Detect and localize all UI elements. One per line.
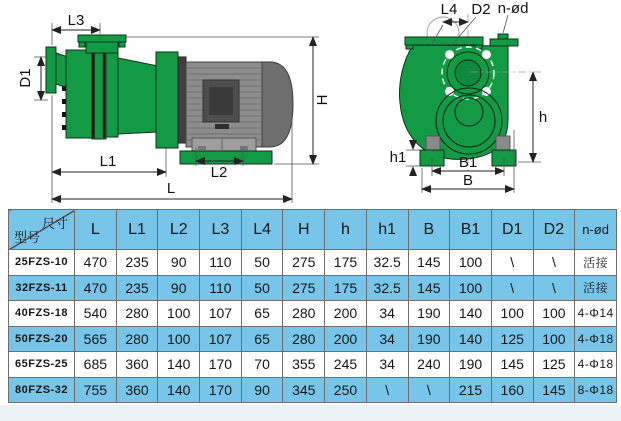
corner-label-model: 型号: [14, 230, 41, 245]
column-header-L4: L4: [241, 210, 283, 250]
value-cell: 100: [450, 275, 492, 301]
value-cell: 100: [533, 326, 575, 352]
column-header-h1: h1: [366, 210, 408, 250]
value-cell: 200: [325, 326, 367, 352]
column-header-L2: L2: [158, 210, 200, 250]
value-cell: 50: [241, 250, 283, 276]
value-cell: 34: [366, 301, 408, 327]
table-row: [9, 301, 617, 327]
value-cell: 125: [491, 326, 533, 352]
value-cell: 110: [200, 275, 242, 301]
value-cell: 4-Φ18: [575, 352, 617, 378]
pump-drum: [106, 51, 118, 137]
top-flange-plate: [405, 37, 483, 45]
value-cell: 170: [200, 352, 242, 378]
dim-label-n-od: n-ød: [497, 0, 529, 17]
pump-front-view: [390, 0, 548, 193]
model-cell: 32FZS-11: [9, 275, 75, 301]
value-cell: 100: [450, 250, 492, 276]
value-cell: 235: [116, 275, 158, 301]
value-cell: 190: [450, 352, 492, 378]
value-cell: \: [533, 250, 575, 276]
value-cell: 275: [283, 250, 325, 276]
adapter-cone: [118, 58, 158, 134]
column-header-n-ød: n-ød: [575, 210, 617, 250]
value-cell: 65: [241, 301, 283, 327]
model-cell: 80FZS-32: [9, 377, 75, 403]
dim-label-B: B: [462, 172, 474, 189]
value-cell: 32.5: [366, 275, 408, 301]
value-cell: 100: [491, 301, 533, 327]
value-cell: 160: [491, 377, 533, 403]
dim-label-D1: D1: [17, 68, 34, 88]
bolt-dots: [62, 86, 66, 130]
value-cell: 360: [116, 377, 158, 403]
value-cell: \: [533, 275, 575, 301]
pump-side-view: [17, 12, 331, 203]
value-cell: 70: [241, 352, 283, 378]
value-cell: 34: [366, 326, 408, 352]
value-cell: 245: [325, 352, 367, 378]
value-cell: 90: [158, 275, 200, 301]
dim-label-H: H: [314, 94, 331, 106]
motor-end-cap: [262, 62, 293, 147]
value-cell: \: [491, 250, 533, 276]
motor-bracket-flange: [156, 52, 178, 148]
value-cell: 145: [533, 377, 575, 403]
value-cell: 34: [366, 352, 408, 378]
column-header-h: h: [325, 210, 367, 250]
value-cell: 355: [283, 352, 325, 378]
value-cell: 140: [158, 377, 200, 403]
value-cell: 280: [283, 326, 325, 352]
column-header-D2: D2: [533, 210, 575, 250]
value-cell: 200: [325, 301, 367, 327]
value-cell: \: [366, 377, 408, 403]
dim-label-L2: L2: [210, 164, 228, 181]
flange-bore: [455, 60, 481, 86]
model-cell: 40FZS-18: [9, 301, 75, 327]
value-cell: 250: [325, 377, 367, 403]
column-header-B: B: [408, 210, 450, 250]
value-cell: 275: [283, 275, 325, 301]
value-cell: 65: [241, 326, 283, 352]
value-cell: 280: [283, 301, 325, 327]
discharge-neck: [86, 41, 118, 53]
value-cell: 8-Φ18: [575, 377, 617, 403]
value-cell: 32.5: [366, 250, 408, 276]
dim-label-L: L: [166, 180, 176, 197]
value-cell: 110: [200, 250, 242, 276]
dim-label-h: h: [538, 109, 548, 126]
table-row: [9, 275, 617, 301]
top-right-tab: [490, 39, 518, 46]
value-cell: 755: [75, 377, 117, 403]
value-cell: 190: [408, 301, 450, 327]
value-cell: 145: [408, 250, 450, 276]
value-cell: 280: [116, 326, 158, 352]
dim-label-D2: D2: [471, 1, 491, 18]
value-cell: 470: [75, 275, 117, 301]
page-footer-strip: [0, 405, 621, 421]
value-cell: 360: [116, 352, 158, 378]
dim-label-h1: h1: [389, 149, 407, 166]
motor-ring: [178, 57, 186, 143]
table-row: [9, 326, 617, 352]
column-header-D1: D1: [491, 210, 533, 250]
bolt-hole-nub: [498, 34, 508, 39]
dim-label-B1: B1: [458, 154, 478, 171]
value-cell: 240: [408, 352, 450, 378]
value-cell: 235: [116, 250, 158, 276]
value-cell: 175: [325, 275, 367, 301]
value-cell: 100: [158, 326, 200, 352]
value-cell: 540: [75, 301, 117, 327]
model-cell: 25FZS-10: [9, 250, 75, 276]
value-cell: 345: [283, 377, 325, 403]
value-cell: 140: [450, 301, 492, 327]
value-cell: 107: [200, 301, 242, 327]
value-cell: 4-Φ14: [575, 301, 617, 327]
value-cell: \: [491, 275, 533, 301]
discharge-flange-plate: [78, 35, 126, 42]
value-cell: 565: [75, 326, 117, 352]
model-cell: 65FZS-25: [9, 352, 75, 378]
table-row: [9, 250, 617, 276]
value-cell: 215: [450, 377, 492, 403]
column-header-B1: B1: [450, 210, 492, 250]
value-cell: 145: [408, 275, 450, 301]
value-cell: 100: [158, 301, 200, 327]
value-cell: 90: [241, 377, 283, 403]
value-cell: 685: [75, 352, 117, 378]
dim-label-L1: L1: [99, 153, 117, 170]
value-cell: 280: [116, 301, 158, 327]
dim-label-L4: L4: [440, 1, 458, 18]
value-cell: 125: [533, 352, 575, 378]
dim-label-L3: L3: [67, 12, 85, 29]
corner-header-cell: [9, 210, 75, 250]
value-cell: 活接: [575, 275, 617, 301]
table-row: [9, 352, 617, 378]
value-cell: 145: [491, 352, 533, 378]
value-cell: 100: [533, 301, 575, 327]
pump-body: [66, 50, 92, 138]
value-cell: \: [408, 377, 450, 403]
value-cell: 470: [75, 250, 117, 276]
value-cell: 140: [158, 352, 200, 378]
value-cell: 107: [200, 326, 242, 352]
value-cell: 90: [158, 250, 200, 276]
dimension-table: [8, 209, 617, 403]
value-cell: 4-Φ18: [575, 326, 617, 352]
table-row: [9, 377, 617, 403]
motor-base-plate: [180, 151, 272, 164]
value-cell: 190: [408, 326, 450, 352]
column-header-L1: L1: [116, 210, 158, 250]
value-cell: 活接: [575, 250, 617, 276]
column-header-L: L: [75, 210, 117, 250]
value-cell: 50: [241, 275, 283, 301]
value-cell: 140: [450, 326, 492, 352]
column-header-L3: L3: [200, 210, 242, 250]
model-cell: 50FZS-20: [9, 326, 75, 352]
value-cell: 170: [200, 377, 242, 403]
corner-label-size: 尺寸: [41, 216, 68, 231]
value-cell: 175: [325, 250, 367, 276]
column-header-H: H: [283, 210, 325, 250]
table-header-row: [9, 210, 617, 250]
inlet-flange: [46, 47, 56, 93]
pump-drawings: [0, 0, 621, 209]
